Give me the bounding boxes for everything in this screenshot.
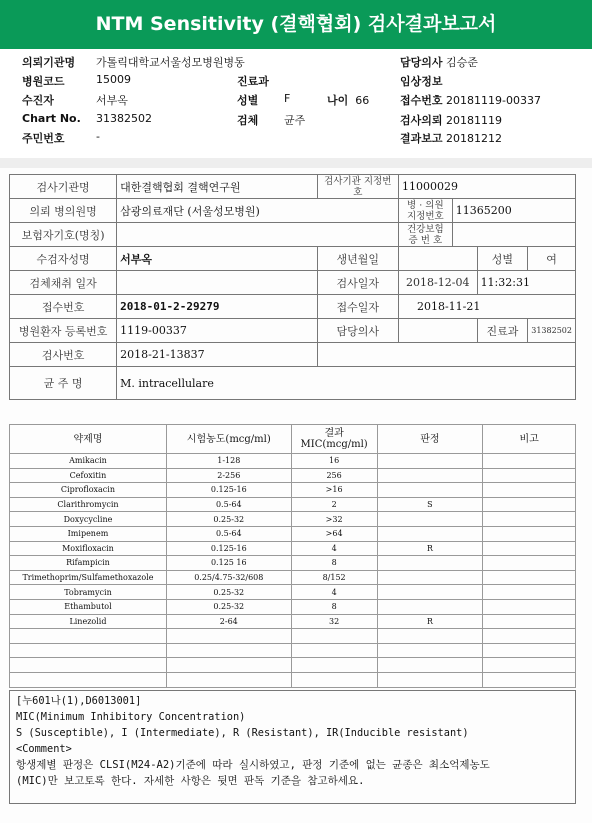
concentration-cell: 0.125-16 [166,483,291,498]
specimen: 균주 [284,114,306,127]
info-label: 병 · 의원 지정번호 [398,199,452,223]
receipt-number: 20181119-00337 [446,94,541,107]
judgement-cell [377,672,483,687]
drug-name-cell [10,658,167,673]
concentration-cell: 0.5-64 [166,526,291,541]
concentration-cell [166,629,291,644]
table-row [10,526,576,541]
comment-line: [누601나(1),D6013001] [16,695,142,707]
patient-age: 66 [355,94,370,107]
note-cell [483,614,576,629]
header-label: 결과보고 [400,132,443,145]
info-table [9,174,576,400]
attending-doctor: 김승준 [446,56,478,69]
header-label: 병원코드 [22,75,65,88]
column-header: 비고 [483,425,576,454]
mic-cell: 8/152 [291,570,377,585]
drug-name-cell [10,672,167,687]
header-label: 주민번호 [22,132,65,145]
doctor-value [398,319,477,343]
chart-number: 31382502 [96,112,152,125]
drug-name-cell [10,643,167,658]
comment-line: 항생제별 판정은 CLSI(M24-A2)기준에 따라 실시하였고, 판정 기준에 없는 균종은 최소억제농도 [16,759,490,771]
table-row [10,672,576,687]
mic-cell [291,643,377,658]
concentration-cell: 0.125 16 [166,556,291,571]
info-label: 검사기관명 [10,175,117,199]
info-label: 의뢰 병의원명 [10,199,117,223]
judgement-cell [377,629,483,644]
drug-name-cell: Imipenem [10,526,167,541]
drug-name-cell: Linezolid [10,614,167,629]
concentration-cell: 0.125-16 [166,541,291,556]
table-row [10,599,576,614]
table-row [10,541,576,556]
info-label: 검사기관 지정번호 [317,175,398,199]
table-row [10,585,576,600]
concentration-cell: 1-128 [166,454,291,469]
drug-name-cell: Trimethoprim/Sulfamethoxazole [10,570,167,585]
header-label: 나이 [327,94,349,107]
section-divider [0,158,592,168]
info-label: 담당의사 [317,319,398,343]
birth-date [398,247,477,271]
exam-number: 2018-21-13837 [117,343,317,367]
header-label: 담당의사 [400,56,443,69]
drug-name-cell: Ethambutol [10,599,167,614]
patient-name: 서부옥 [96,94,128,107]
info-label: 병원환자 등록번호 [10,319,117,343]
mic-cell: 4 [291,541,377,556]
header-label: 임상정보 [400,75,443,88]
mic-cell [291,672,377,687]
concentration-cell: 0.25-32 [166,512,291,527]
info-label: 건강보험 증 번 호 [398,223,452,247]
info-label: 균 주 명 [10,367,117,400]
mic-cell: 32 [291,614,377,629]
column-header: 판정 [377,425,483,454]
header-label: Chart No. [22,112,81,125]
note-cell [483,629,576,644]
judgement-cell: R [377,541,483,556]
note-cell [483,599,576,614]
info-label: 성별 [477,247,528,271]
concentration-cell: 0.5-64 [166,497,291,512]
department-value: 31382502 [528,319,576,343]
comment-line: S (Susceptible), I (Intermediate), R (Resistant), IR(Inducible resistant) [16,727,469,739]
concentration-cell [166,672,291,687]
judgement-cell [377,556,483,571]
comment-line: (MIC)만 보고토록 한다. 자세한 사항은 뒷면 판독 기준을 참고하세요. [16,775,365,787]
drug-name-cell [10,629,167,644]
blank-cell [317,343,575,367]
mic-cell: 8 [291,599,377,614]
examinee-name: 서부옥 [117,247,317,271]
judgement-cell [377,483,483,498]
info-label: 보험자기호(명칭) [10,223,117,247]
note-cell [483,672,576,687]
table-row [10,614,576,629]
header-label: 의뢰기관명 [22,56,76,69]
drug-name-cell: Rifampicin [10,556,167,571]
concentration-cell [166,658,291,673]
concentration-cell [166,643,291,658]
table-row [10,643,576,658]
note-cell [483,526,576,541]
mic-cell: >64 [291,526,377,541]
organism-name: M. intracellulare [117,367,576,400]
note-cell [483,643,576,658]
info-label: 검사번호 [10,343,117,367]
drug-name-cell: Cefoxitin [10,468,167,483]
patient-sex: F [284,92,291,105]
column-header: 결과 MIC(mcg/ml) [291,425,377,454]
comment-line: MIC(Minimum Inhibitory Concentration) [16,711,246,723]
concentration-cell: 2-256 [166,468,291,483]
judgement-cell [377,643,483,658]
judgement-cell: S [377,497,483,512]
note-cell [483,658,576,673]
requesting-clinic-number: 11365200 [452,199,575,223]
header-label: 검사의뢰 [400,114,443,127]
note-cell [483,570,576,585]
comment-line: <Comment> [16,743,72,755]
judgement-cell [377,570,483,585]
report-date: 20181212 [446,132,503,145]
header-label: 검체 [237,114,259,127]
comment-box [9,690,576,804]
judgement-cell [377,526,483,541]
hospital-code: 15009 [96,73,131,86]
judgement-cell [377,585,483,600]
exam-time: 11:32:31 [477,271,575,295]
insurer-value [117,223,399,247]
info-label: 접수일자 [317,295,398,319]
concentration-cell: 2-64 [166,614,291,629]
results-table [9,424,576,688]
judgement-cell [377,658,483,673]
concentration-cell: 0.25-32 [166,599,291,614]
registration-number: 1119-00337 [117,319,317,343]
drug-name-cell: Clarithromycin [10,497,167,512]
concentration-cell: 0.25/4.75-32/608 [166,570,291,585]
report-title: NTM Sensitivity (결핵협회) 검사결과보고서 [0,0,592,49]
drug-name-cell: Moxifloxacin [10,541,167,556]
mic-cell: 8 [291,556,377,571]
note-cell [483,585,576,600]
drug-name-cell: Doxycycline [10,512,167,527]
info-label: 진료과 [477,319,528,343]
accession-number: 2018-01-2-29279 [117,295,317,319]
header-label: 성별 [237,94,259,107]
note-cell [483,454,576,469]
judgement-cell: R [377,614,483,629]
concentration-cell: 0.25-32 [166,585,291,600]
header-label: 수진자 [22,94,54,107]
mic-cell: >16 [291,483,377,498]
resident-number: - [96,130,100,143]
mic-cell: 256 [291,468,377,483]
drug-name-cell: Tobramycin [10,585,167,600]
exam-institution-number: 11000029 [398,175,575,199]
column-header: 시험농도(mcg/ml) [166,425,291,454]
table-row [10,570,576,585]
note-cell [483,468,576,483]
exam-institution: 대한결핵협회 결핵연구원 [117,175,317,199]
mic-cell: 2 [291,497,377,512]
mic-cell: 16 [291,454,377,469]
mic-cell: >32 [291,512,377,527]
info-label: 수검자성명 [10,247,117,271]
info-label: 접수번호 [10,295,117,319]
table-row [10,512,576,527]
drug-name-cell: Amikacin [10,454,167,469]
column-header: 약제명 [10,425,167,454]
info-label: 검사일자 [317,271,398,295]
table-row [10,497,576,512]
note-cell [483,497,576,512]
note-cell [483,541,576,556]
drug-name-cell: Ciprofloxacin [10,483,167,498]
table-row [10,454,576,469]
info-label: 생년월일 [317,247,398,271]
received-date: 2018-11-21 [398,295,575,319]
judgement-cell [377,512,483,527]
judgement-cell [377,468,483,483]
table-row [10,629,576,644]
table-row [10,483,576,498]
header-label: 진료과 [237,75,269,88]
mic-cell [291,629,377,644]
table-row [10,658,576,673]
info-label: 검체채취 일자 [10,271,117,295]
mic-cell [291,658,377,673]
insurance-card-value [452,223,575,247]
requesting-institution: 가톨릭대학교서울성모병원병동 [96,56,245,69]
table-row [10,468,576,483]
mic-cell: 4 [291,585,377,600]
note-cell [483,556,576,571]
requesting-clinic: 삼광의료재단 (서울성모병원) [117,199,399,223]
examinee-sex: 여 [528,247,576,271]
exam-date: 2018-12-04 [398,271,477,295]
judgement-cell [377,454,483,469]
request-date: 20181119 [446,114,503,127]
judgement-cell [377,599,483,614]
collection-date [117,271,317,295]
note-cell [483,483,576,498]
note-cell [483,512,576,527]
table-row [10,556,576,571]
header-label: 접수번호 [400,94,443,107]
